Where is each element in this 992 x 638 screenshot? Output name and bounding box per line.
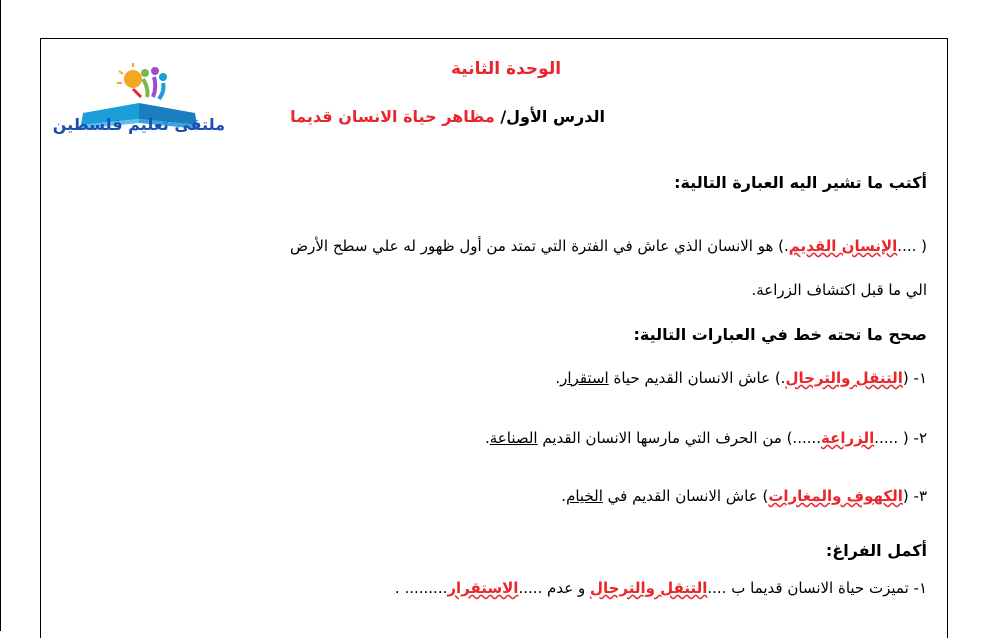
underlined-word-1: استقرار	[560, 369, 609, 387]
underlined-word-3: الخيام	[566, 487, 603, 505]
answer-item-1: التنقل والترحال	[785, 369, 903, 387]
underlined-word-2: الصناعة	[489, 429, 538, 447]
answer-item-3: الكهوف والمغارات	[768, 487, 903, 505]
section2-item-1: ١- (التنقل والترحال.) عاش الانسان القديم حياة استقرار.	[555, 369, 927, 387]
unit-title: الوحدة الثانية	[450, 59, 562, 79]
section1-sentence-line2: الي ما قبل اكتشاف الزراعة.	[751, 281, 927, 299]
section1-sentence: ( ....الإنسان القديم.) هو الانسان الذي عاش في الفترة التي تمتد من أول ظهور له علي سطح الأرض	[289, 237, 927, 255]
section2-item-2: ٢- ( .....الزراعة......) من الحرف التي مارسها الانسان القديم الصناعة.	[484, 429, 927, 447]
lesson-title-line	[290, 107, 605, 126]
logo-text: ملتقى تعليم فلسطين	[52, 115, 225, 134]
lesson-title: مظاهر حياة الانسان قديما	[290, 107, 495, 126]
answer-item-2: الزراعة	[821, 429, 875, 447]
lesson-prefix: الدرس الأول/	[500, 107, 605, 126]
answer-ancient-man: الإنسان القديم	[788, 237, 898, 255]
section1-heading: أكتب ما تشير اليه العبارة التالية:	[674, 173, 927, 192]
section2-item-3: ٣- (الكهوف والمغارات) عاش الانسان القديم في الخيام.	[561, 487, 927, 505]
worksheet	[40, 38, 948, 638]
page-edge-line	[0, 0, 1, 631]
logo	[53, 53, 225, 143]
section3-sentence: ١- تميزت حياة الانسان قديما ب ....التنقل والترحال و عدم .....الاستقرار......... .	[394, 579, 927, 597]
section3-heading: أكمل الفراغ:	[825, 541, 927, 560]
section2-heading: صحح ما تحته خط في العبارات التالية:	[633, 325, 927, 344]
answer-fill-1: التنقل والترحال	[589, 579, 708, 597]
answer-fill-2: الاستقرار	[447, 579, 519, 597]
